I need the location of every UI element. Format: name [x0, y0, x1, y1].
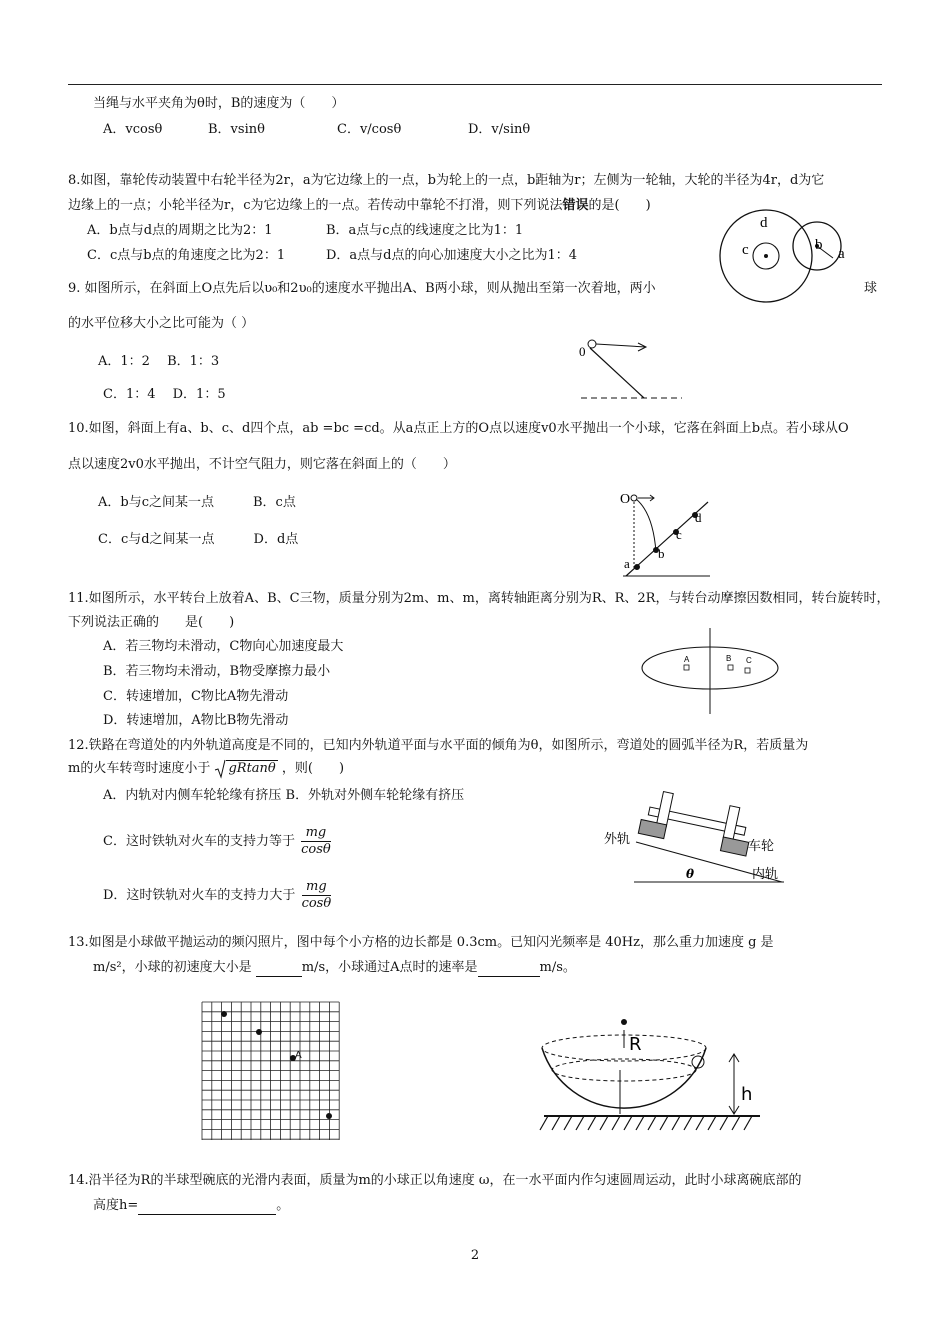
q11-option-b: B．若三物均未滑动，B物受摩擦力最小: [103, 664, 331, 679]
q7-option-c: C．v/cosθ: [337, 122, 402, 137]
q12-line2: m的火车转弯时速度小于 gRtanθ ，则( ): [68, 761, 345, 776]
q14-line1: 14.沿半径为R的半球型碗底的光滑内表面，质量为m的小球正以角速度 ω，在一水平面内作匀速圆周运动，此时小球离碗底部的: [68, 1173, 802, 1188]
q10-label-a: a: [624, 556, 630, 571]
q14-label-h: h: [741, 1084, 753, 1105]
q9-label-o: 0: [579, 344, 586, 359]
q13-line1: 13.如图是小球做平抛运动的频闪照片，图中每个小方格的边长都是 0.3cm。已知闪光频率是 40Hz，那么重力加速度 g 是: [68, 935, 774, 950]
q9-options-cd: C．1：4 D．1：5: [103, 387, 226, 402]
q10-options-ab: A．b与c之间某一点 B．c点: [98, 495, 296, 510]
q11-label-c: C: [746, 656, 752, 665]
q7-stem: 当绳与水平夹角为θ时，B的速度为（ ）: [93, 96, 345, 111]
q11-line1: 11.如图所示，水平转台上放着A、B、C三物，质量分别为2m、m、m，离转轴距离分别为R、R、2R，与转台动摩擦因数相同，转台旋转时，: [68, 591, 890, 606]
q12-c-denominator: cosθ: [301, 842, 331, 857]
q10-line1: 10.如图，斜面上有a、b、c、d四个点，ab =bc =cd。从a点正上方的O点以速度v0水平抛出一个小球，它落在斜面上b点。若小球从O: [68, 421, 849, 436]
q8-line1: 8.如图，靠轮传动装置中右轮半径为2r，a为它边缘上的一点，b为轮上的一点，b距轴为r；左侧为一轮轴，大轮的半径为4r，d为它: [68, 173, 825, 188]
q12-sqrt: gRtanθ: [214, 760, 277, 778]
q10-label-d: d: [695, 510, 702, 525]
q13-line2: m/s²，小球的初速度大小是 m/s，小球通过A点时的速率是 m/s。: [93, 960, 576, 975]
header-rule: [68, 84, 882, 85]
q10-slope-diagram: [618, 488, 718, 580]
q8-line2: 边缘上的一点；小轮半径为r，c为它边缘上的一点。若传动中靠轮不打滑，则下列说法错误的是( ): [68, 198, 651, 213]
q8-option-c: C．c点与b点的角速度之比为2：1: [87, 248, 286, 263]
q12-options-ab: A．内轨对内侧车轮轮缘有挤压 B．外轨对外侧车轮轮缘有挤压: [103, 788, 465, 803]
q10-line2: 点以速度2v0水平抛出，不计空气阻力，则它落在斜面上的（ ）: [68, 457, 456, 472]
q12-label-theta: θ: [686, 867, 695, 881]
q9-slope-diagram: [576, 336, 686, 406]
q12-label-inner: 内轨: [752, 867, 779, 882]
q12-label-outer: 外轨: [604, 832, 631, 847]
q9-options-ab: A．1：2 B．1：3: [98, 354, 220, 369]
q9-line1: 9. 如图所示，在斜面上O点先后以υ₀和2υ₀的速度水平抛出A、B两小球，则从抛出至第一次着地，两小: [68, 281, 656, 296]
q14-blank-h[interactable]: [138, 1200, 276, 1215]
q9-line2: 的水平位移大小之比可能为（ ）: [68, 316, 255, 331]
q12-line1: 12.铁路在弯道处的内外轨道高度是不同的，已知内外轨道平面与水平面的倾角为θ，如图所示，弯道处的圆弧半径为R，若质量为: [68, 738, 809, 753]
q10-label-c: c: [676, 527, 682, 542]
q8-wheel-diagram: [718, 208, 858, 308]
q7-option-d: D．v/sinθ: [468, 122, 531, 137]
q12-option-c: C．这时铁轨对火车的支持力等于 $\frac{mg}{\cos\theta}$: [103, 825, 331, 857]
q11-option-c: C．转速增加，C物比A物先滑动: [103, 689, 289, 704]
q12-d-denominator: cosθ: [301, 896, 332, 911]
q11-label-a: A: [684, 655, 690, 664]
q14-line2: 高度h= 。: [93, 1198, 290, 1213]
q10-options-cd: C．c与d之间某一点 D．d点: [98, 532, 299, 547]
q12-rail-diagram: [604, 796, 790, 886]
q8-label-b: b: [815, 237, 823, 253]
q8-option-a: A．b点与d点的周期之比为2：1: [87, 223, 273, 238]
q11-option-d: D．转速增加，A物比B物先滑动: [103, 713, 289, 728]
q11-line2: 下列说法正确的 是( ): [68, 615, 235, 630]
q8-label-d: d: [760, 215, 768, 231]
q7-option-b: B．vsinθ: [208, 122, 265, 137]
page-number: 2: [470, 1248, 480, 1263]
q11-label-b: B: [726, 654, 732, 663]
q8-option-d: D．a点与d点的向心加速度大小之比为1：4: [326, 248, 578, 263]
q12-c-numerator: mg: [301, 825, 331, 842]
q8-label-a: a: [838, 246, 845, 262]
q10-label-b: b: [658, 546, 665, 561]
q11-option-a: A．若三物均未滑动，C物向心加速度最大: [103, 639, 344, 654]
q14-bowl-diagram: [536, 1018, 766, 1134]
q8-label-c: c: [742, 242, 749, 258]
q10-label-o: O: [620, 492, 631, 507]
q13-grid-photo: [200, 1000, 345, 1142]
q12-label-wheel: 车轮: [748, 839, 775, 854]
q14-label-r: R: [629, 1034, 642, 1055]
q9-line1-end: 球: [864, 281, 878, 296]
q13-blank-v0[interactable]: [256, 962, 302, 977]
q13-label-a: A: [295, 1050, 302, 1061]
q12-d-numerator: mg: [302, 879, 332, 896]
q7-option-a: A．vcosθ: [103, 122, 163, 137]
q8-option-b: B．a点与c点的线速度之比为1：1: [326, 223, 524, 238]
q13-blank-va[interactable]: [478, 962, 540, 977]
q11-turntable-diagram: [640, 628, 790, 714]
q12-option-d: D．这时铁轨对火车的支持力大于 $\frac{mg}{\cos\theta}$: [103, 879, 332, 911]
